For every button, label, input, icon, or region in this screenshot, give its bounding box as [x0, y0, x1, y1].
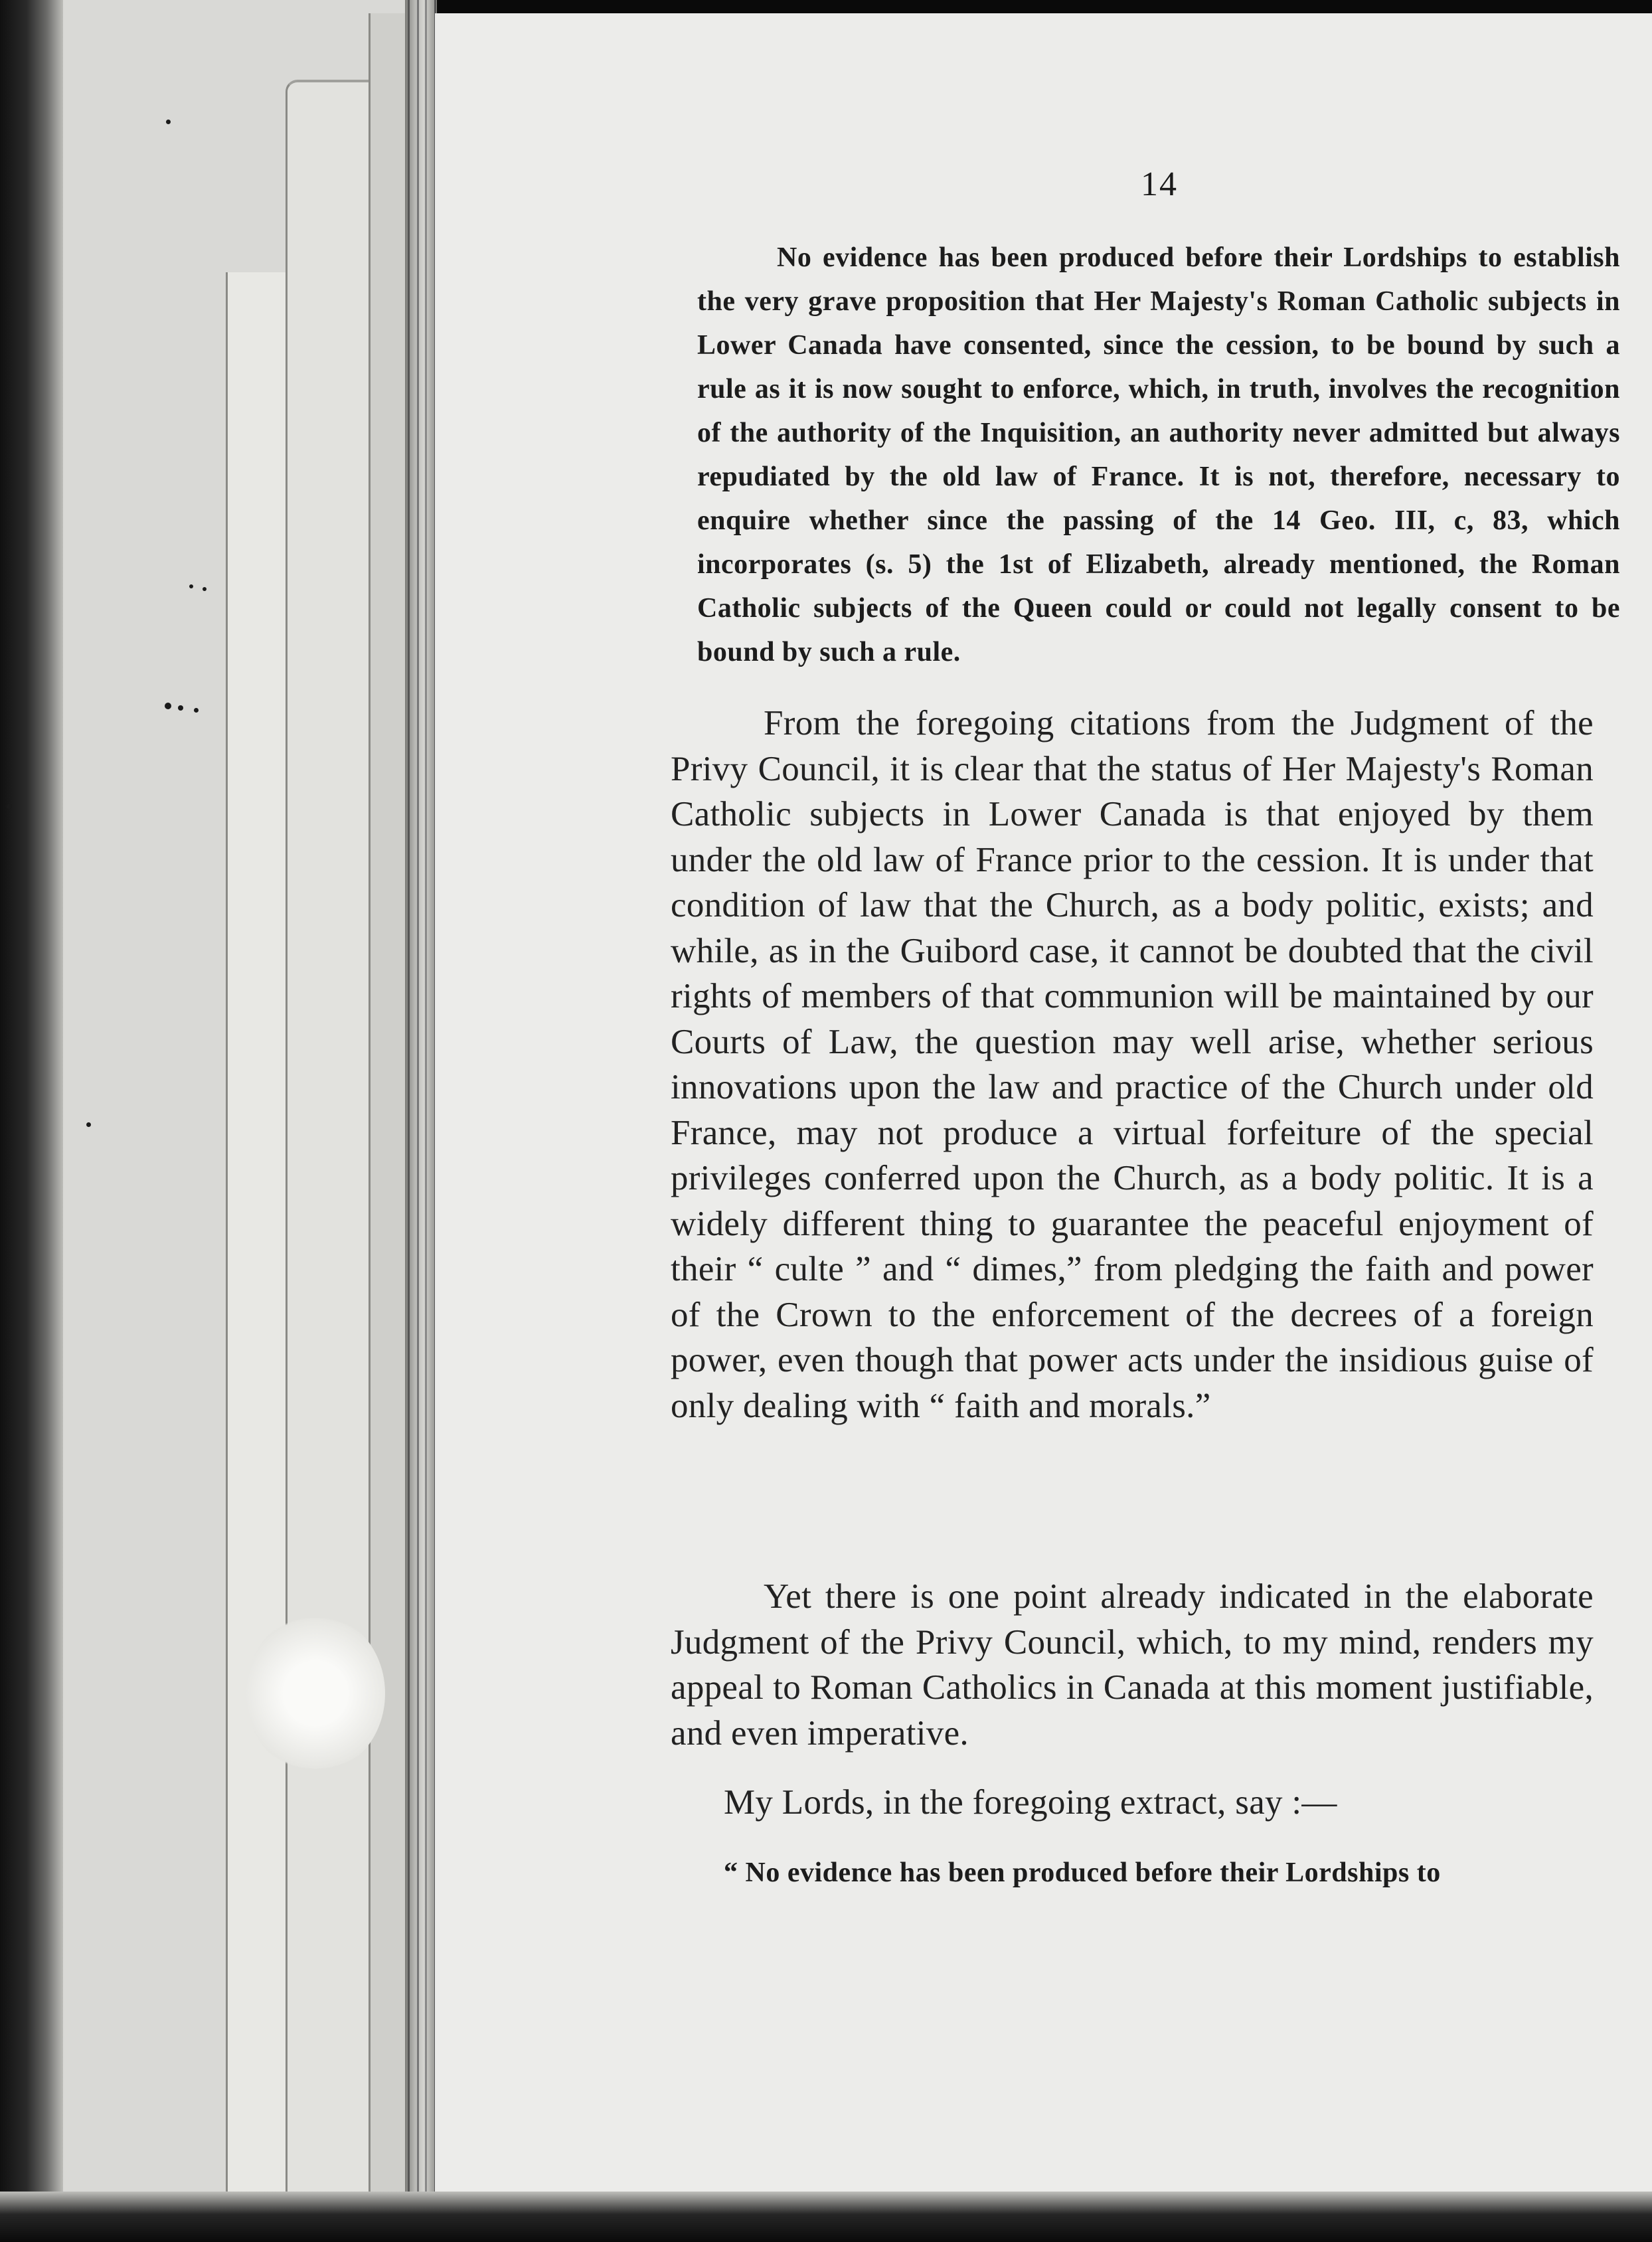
speck	[7, 804, 12, 809]
paragraph: My Lords, in the foregoing extract, say :—	[724, 1783, 1337, 1822]
gutter-line	[417, 0, 419, 2242]
speck	[194, 708, 199, 713]
paragraph-quote	[697, 236, 1620, 674]
speck	[178, 705, 183, 711]
speck	[165, 703, 171, 709]
book-edge	[0, 0, 63, 2242]
speck	[166, 120, 171, 124]
gutter-line	[425, 0, 427, 2242]
speck	[203, 587, 206, 591]
paragraph-quote-start: “ No evidence has been produced before their Lordships to	[724, 1857, 1441, 1888]
page-number: 14	[1141, 165, 1178, 203]
speck	[189, 584, 193, 588]
folded-pages-left	[0, 0, 425, 2242]
scan-border-bottom	[0, 2192, 1652, 2242]
paper-stain	[246, 1614, 385, 1773]
gutter-line	[408, 0, 410, 2242]
speck	[86, 1122, 91, 1127]
page-flap	[226, 272, 289, 2218]
paragraph: Yet there is one point already indicated in the elaborate Judgment of the Privy Council, which, to my mind, renders my appeal to Roman Catholics in Canada at this moment justifiable, and even imperative.	[671, 1577, 1594, 1753]
paragraph: From the foregoing citations from the Judgment of the Privy Council, it is clear that the status of Her Majesty's Roman Catholic subjects in Lower Canada is that enjoyed by them under the old law of France prior to the cession. It is under that condition of law that the Church, as a body politic, exists; and while, as in the Guibord case, it cannot be doubted that the civil rights of members of that communion will be maintained by our Courts of Law, the question may well arise, whether serious innovations upon the law and practice of the Church under old France, may not produce a virtual forfeiture of the special privileges conferred upon the Church, as a body politic. It is a widely different thing to guarantee the peaceful enjoyment of their “ culte ” and “ dimes,” from pledging the faith and power of the Crown to the enforcement of the decrees of a foreign power, even though that power acts under the insidious guise of only dealing with “ faith and morals.”	[671, 704, 1594, 1425]
paragraph-text: No evidence has been produced before their Lordships to establish the very grave proposition that Her Majesty's Roman Catholic subjects in Lower Canada have consented, since the cession, to be bound by such a rule as it is now sought to enforce, which, in truth, involves the recognition of the authority of the Inquisition, an authority never admitted but always repudiated by the old law of France. It is not, therefore, necessary to enquire whether since the passing of the 14 Geo. III, c, 83, which incorporates (s. 5) the 1st of Elizabeth, already mentioned, the Roman Catholic subjects of the Queen could or could not legally consent to be bound by such a rule.	[697, 242, 1620, 667]
page-gutter	[405, 0, 437, 2242]
